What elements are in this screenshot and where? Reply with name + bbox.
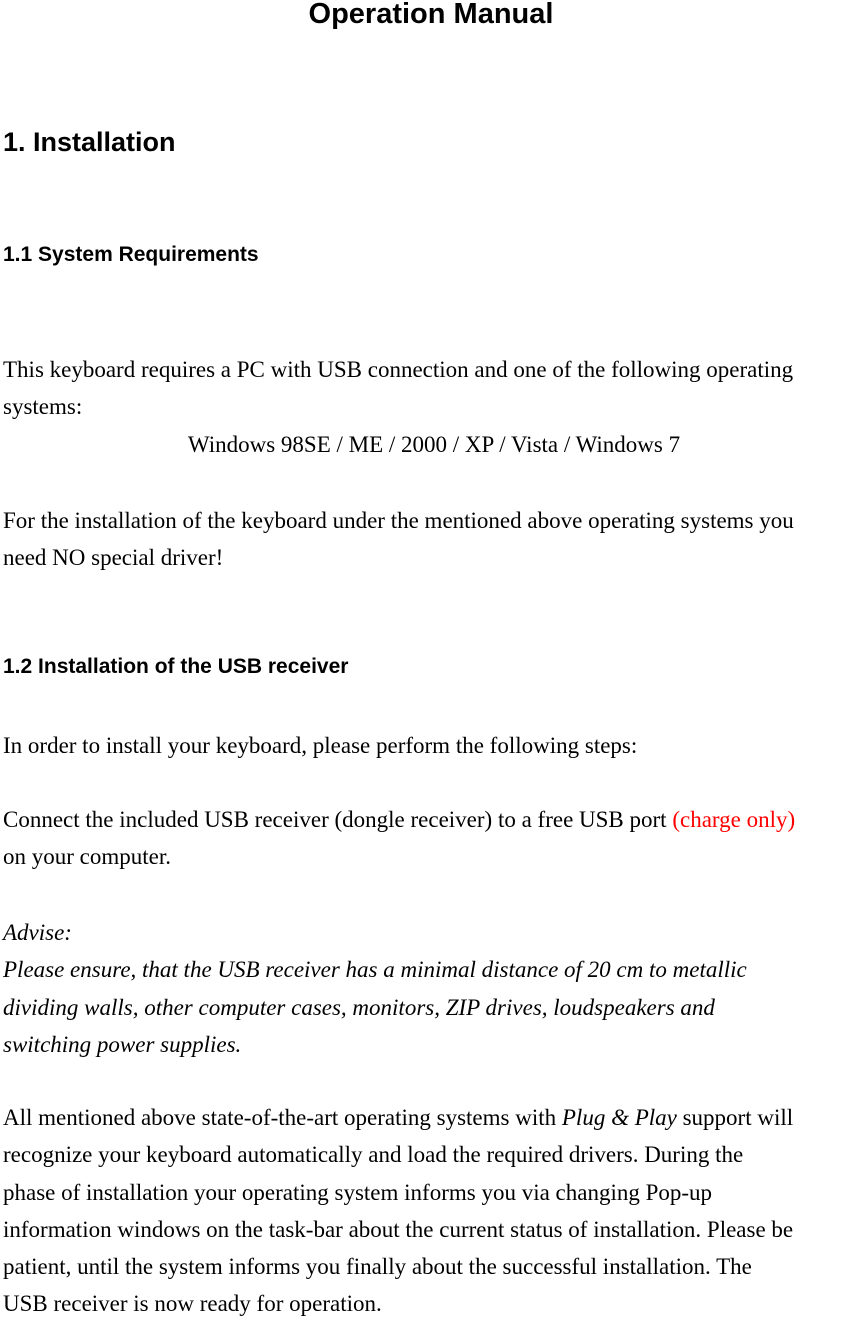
- pnp-line-1-end: support will: [676, 1105, 794, 1130]
- connect-text: Connect the included USB receiver (dongle receiver) to a free USB port: [3, 807, 673, 832]
- connect-line-2: on your computer.: [3, 844, 171, 870]
- requirements-line-1: This keyboard requires a PC with USB connection and one of the following operating: [3, 357, 794, 382]
- plug-and-play-paragraph: [3, 1099, 862, 1323]
- charge-only-note: (charge only): [672, 807, 796, 832]
- pnp-line-6: USB receiver is now ready for operation.: [3, 1291, 382, 1317]
- advise-label: Advise:: [3, 920, 72, 945]
- pnp-line-4: information windows on the task-bar about the current status of installation. Please be: [3, 1216, 794, 1242]
- advise-line-3: switching power supplies.: [3, 1031, 242, 1057]
- advise-line-1: Please ensure, that the USB receiver has a minimal distance of 20 cm to metallic: [3, 957, 747, 983]
- pnp-line-1: [3, 1099, 862, 1136]
- subsection-heading-system-requirements: 1.1 System Requirements: [3, 243, 259, 266]
- pnp-line-3: phase of installation your operating system informs you via changing Pop-up: [3, 1179, 713, 1205]
- connect-line-1: [3, 801, 862, 838]
- document-title: Operation Manual: [308, 0, 554, 30]
- requirements-paragraph: [3, 351, 862, 463]
- driver-line-2: need NO special driver!: [3, 545, 224, 571]
- install-intro-paragraph: [3, 727, 862, 764]
- requirements-line-2: systems:: [3, 394, 83, 420]
- advise-paragraph: [3, 914, 862, 1063]
- pnp-line-5: patient, until the system informs you finally about the successful installation. The: [3, 1254, 752, 1280]
- install-intro-line: In order to install your keyboard, please perform the following steps:: [3, 733, 638, 758]
- connect-paragraph: [3, 801, 862, 876]
- pnp-line-1-start: All mentioned above state-of-the-art operating systems with: [3, 1105, 562, 1130]
- pnp-line-2: recognize your keyboard automatically and load the required drivers. During the: [3, 1142, 744, 1168]
- driver-line-1: For the installation of the keyboard under the mentioned above operating systems you: [3, 508, 794, 533]
- os-list: Windows 98SE / ME / 2000 / XP / Vista / Windows 7: [187, 431, 681, 457]
- driver-paragraph: [3, 502, 862, 577]
- advise-line-2: dividing walls, other computer cases, monitors, ZIP drives, loudspeakers and: [3, 994, 715, 1020]
- plug-and-play-term: Plug & Play: [561, 1105, 677, 1130]
- subsection-heading-usb-receiver: 1.2 Installation of the USB receiver: [3, 655, 349, 678]
- section-heading-installation: 1. Installation: [3, 127, 176, 157]
